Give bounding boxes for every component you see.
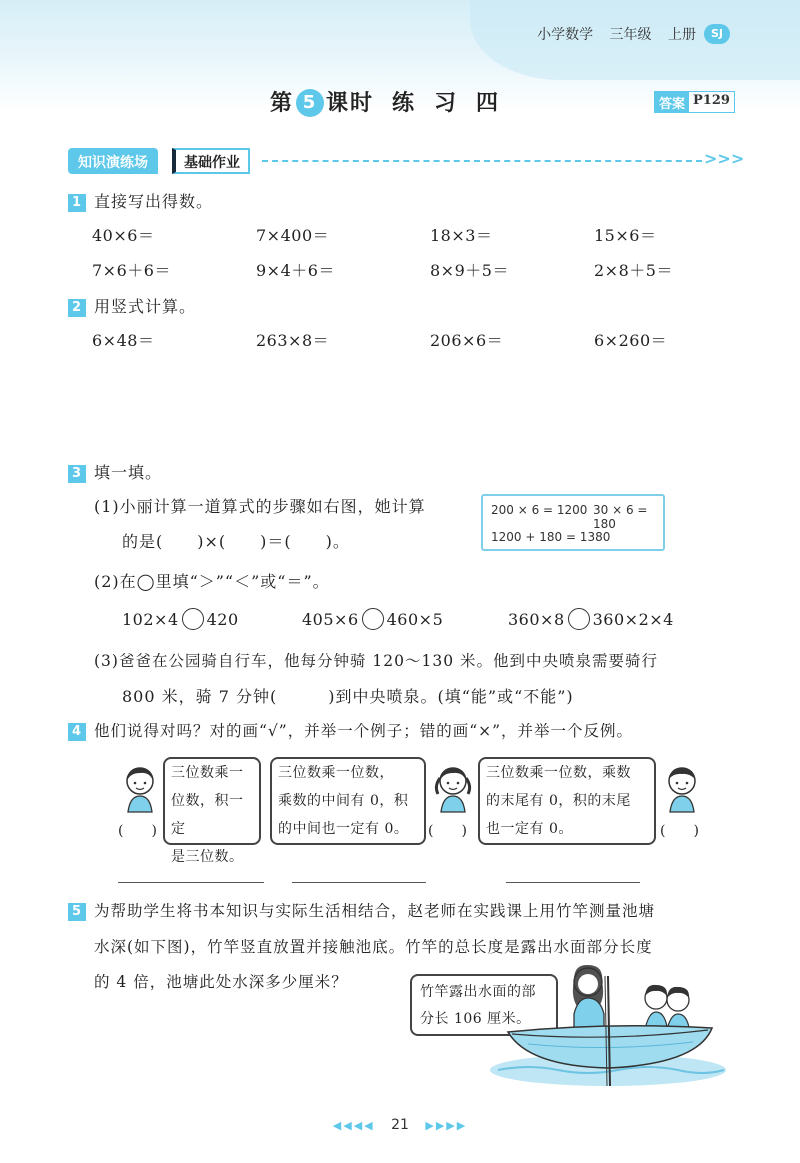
q1-expression: 8×9＋5＝ xyxy=(430,261,509,280)
q5-number: 5 xyxy=(68,903,86,921)
q1-number: 1 xyxy=(68,194,86,212)
compare-left: 405×6 xyxy=(302,610,359,629)
answer-label: 答案 xyxy=(655,92,689,112)
lesson-number: 5 xyxy=(296,89,324,117)
bubble-line: 乘数的中间有 0，积 xyxy=(278,793,409,809)
bubble-line: 也一定有 0。 xyxy=(486,821,573,837)
compare-item xyxy=(302,608,443,630)
volume-label: 上册 xyxy=(668,27,696,43)
judge-blank[interactable]: ( ) xyxy=(660,823,699,839)
q1-prompt: 直接写出得数。 xyxy=(94,192,214,211)
q1-expression: 9×4＋6＝ xyxy=(256,261,335,280)
page-number: 21 xyxy=(391,1117,409,1133)
section-arrows: >>> xyxy=(704,149,745,168)
q4-heading xyxy=(68,719,633,741)
speech-bubble xyxy=(478,757,656,845)
step-text: 30 × 6 = 180 xyxy=(593,503,648,531)
compare-blank-circle[interactable] xyxy=(182,608,204,630)
answer-page: P129 xyxy=(693,93,730,108)
compare-left: 102×4 xyxy=(122,610,179,629)
q5-line2: 水深(如下图)，竹竿竖直放置并接触池底。竹竿的总长度是露出水面部分长度 xyxy=(94,938,653,956)
footer-right-arrows: ▶▶▶▶ xyxy=(425,1119,468,1132)
bubble-line: 位数，积一定 xyxy=(171,793,244,837)
boy-avatar-icon xyxy=(662,764,702,814)
bubble-line: 的中间也一定有 0。 xyxy=(278,821,409,837)
compare-blank-circle[interactable] xyxy=(362,608,384,630)
bubble-line: 三位数乘一位数，乘数 xyxy=(486,765,631,781)
q5-text: 为帮助学生将书本知识与实际生活相结合，赵老师在实践课上用竹竿测量池塘 xyxy=(94,902,656,920)
compare-item xyxy=(508,608,674,630)
q1-expression: 7×400＝ xyxy=(256,226,330,245)
title-suffix: 课时 xyxy=(326,91,375,116)
edition-badge: SJ xyxy=(704,24,730,44)
compare-blank-circle[interactable] xyxy=(568,608,590,630)
q2-expression: 263×8＝ xyxy=(256,331,330,350)
step-text: 1200 + 180 = 1380 xyxy=(491,530,611,544)
answer-line[interactable] xyxy=(118,882,264,883)
compare-left: 360×8 xyxy=(508,610,565,629)
answer-line[interactable] xyxy=(292,882,426,883)
q5-line3: 的 4 倍，池塘此处水深多少厘米？ xyxy=(94,973,348,991)
q5-line1 xyxy=(68,899,655,921)
speech-bubble xyxy=(163,757,261,865)
q2-expression: 6×260＝ xyxy=(594,331,668,350)
speech-bubble xyxy=(270,757,426,845)
q3-part3-line1: (3)爸爸在公园骑自行车，他每分钟骑 120～130 米。他到中央喷泉需要骑行 xyxy=(94,652,658,670)
grade-label: 三年级 xyxy=(609,27,652,43)
bubble-line: 是三位数。 xyxy=(171,849,244,865)
q1-expression: 7×6＋6＝ xyxy=(92,261,171,280)
title-prefix: 第 xyxy=(270,91,295,116)
compare-right: 420 xyxy=(206,610,239,629)
judge-blank[interactable]: ( ) xyxy=(428,823,467,839)
q3-part3-line2: 800 米，骑 7 分钟( )到中央喷泉。(填“能”或“不能”) xyxy=(122,687,574,706)
q2-prompt: 用竖式计算。 xyxy=(94,297,197,316)
calculation-steps-box xyxy=(481,494,665,551)
q4-prompt: 他们说得对吗？对的画“√”，并举一个例子；错的画“×”，并举一个反例。 xyxy=(94,722,634,740)
bubble-line: 竹竿露出水面的部 xyxy=(420,984,536,1000)
q3-number: 3 xyxy=(68,465,86,483)
compare-right: 460×5 xyxy=(386,610,444,629)
q3-part1-line2: 的是( )×( )＝( )。 xyxy=(122,532,350,551)
q2-expression: 6×48＝ xyxy=(92,331,155,350)
bubble-line: 分长 106 厘米。 xyxy=(420,1011,531,1027)
q2-heading xyxy=(68,294,196,317)
tab-knowledge-practice: 知识演练场 xyxy=(68,148,158,174)
q3-heading xyxy=(68,460,162,483)
compare-item xyxy=(122,608,239,630)
q1-expression: 40×6＝ xyxy=(92,226,155,245)
step-text: 200 × 6 = 1200 xyxy=(491,503,588,517)
bubble-line: 三位数乘一位数， xyxy=(278,765,394,781)
q1-heading xyxy=(68,189,213,212)
girl-avatar-icon xyxy=(432,764,474,814)
q3-part2-line: (2)在◯里填“＞”“＜”或“＝”。 xyxy=(94,572,330,591)
subject-label: 小学数学 xyxy=(537,27,594,43)
girl-avatar-icon xyxy=(120,764,160,814)
q4-number: 4 xyxy=(68,723,86,741)
judge-blank[interactable]: ( ) xyxy=(118,823,157,839)
compare-right: 360×2×4 xyxy=(592,610,674,629)
q1-expression: 15×6＝ xyxy=(594,226,657,245)
bubble-line: 三位数乘一 xyxy=(171,765,244,781)
section-divider xyxy=(262,160,702,162)
q2-expression: 206×6＝ xyxy=(430,331,504,350)
bubble-line: 的末尾有 0，积的末尾 xyxy=(486,793,631,809)
book-info xyxy=(525,24,696,44)
answer-reference xyxy=(654,91,735,113)
q3-part1-line1: (1)小丽计算一道算式的步骤如右图，她计算 xyxy=(94,497,426,516)
q1-expression: 18×3＝ xyxy=(430,226,493,245)
footer-left-arrows: ◀◀◀◀ xyxy=(332,1119,375,1132)
page-footer xyxy=(0,1117,800,1133)
q3-prompt: 填一填。 xyxy=(94,463,163,482)
answer-line[interactable] xyxy=(506,882,640,883)
title-main: 练习四 xyxy=(392,91,519,116)
boat-illustration-icon xyxy=(488,952,728,1090)
tab-basic-homework: 基础作业 xyxy=(172,148,250,174)
q2-number: 2 xyxy=(68,299,86,317)
q1-expression: 2×8＋5＝ xyxy=(594,261,673,280)
page-title xyxy=(270,86,518,117)
